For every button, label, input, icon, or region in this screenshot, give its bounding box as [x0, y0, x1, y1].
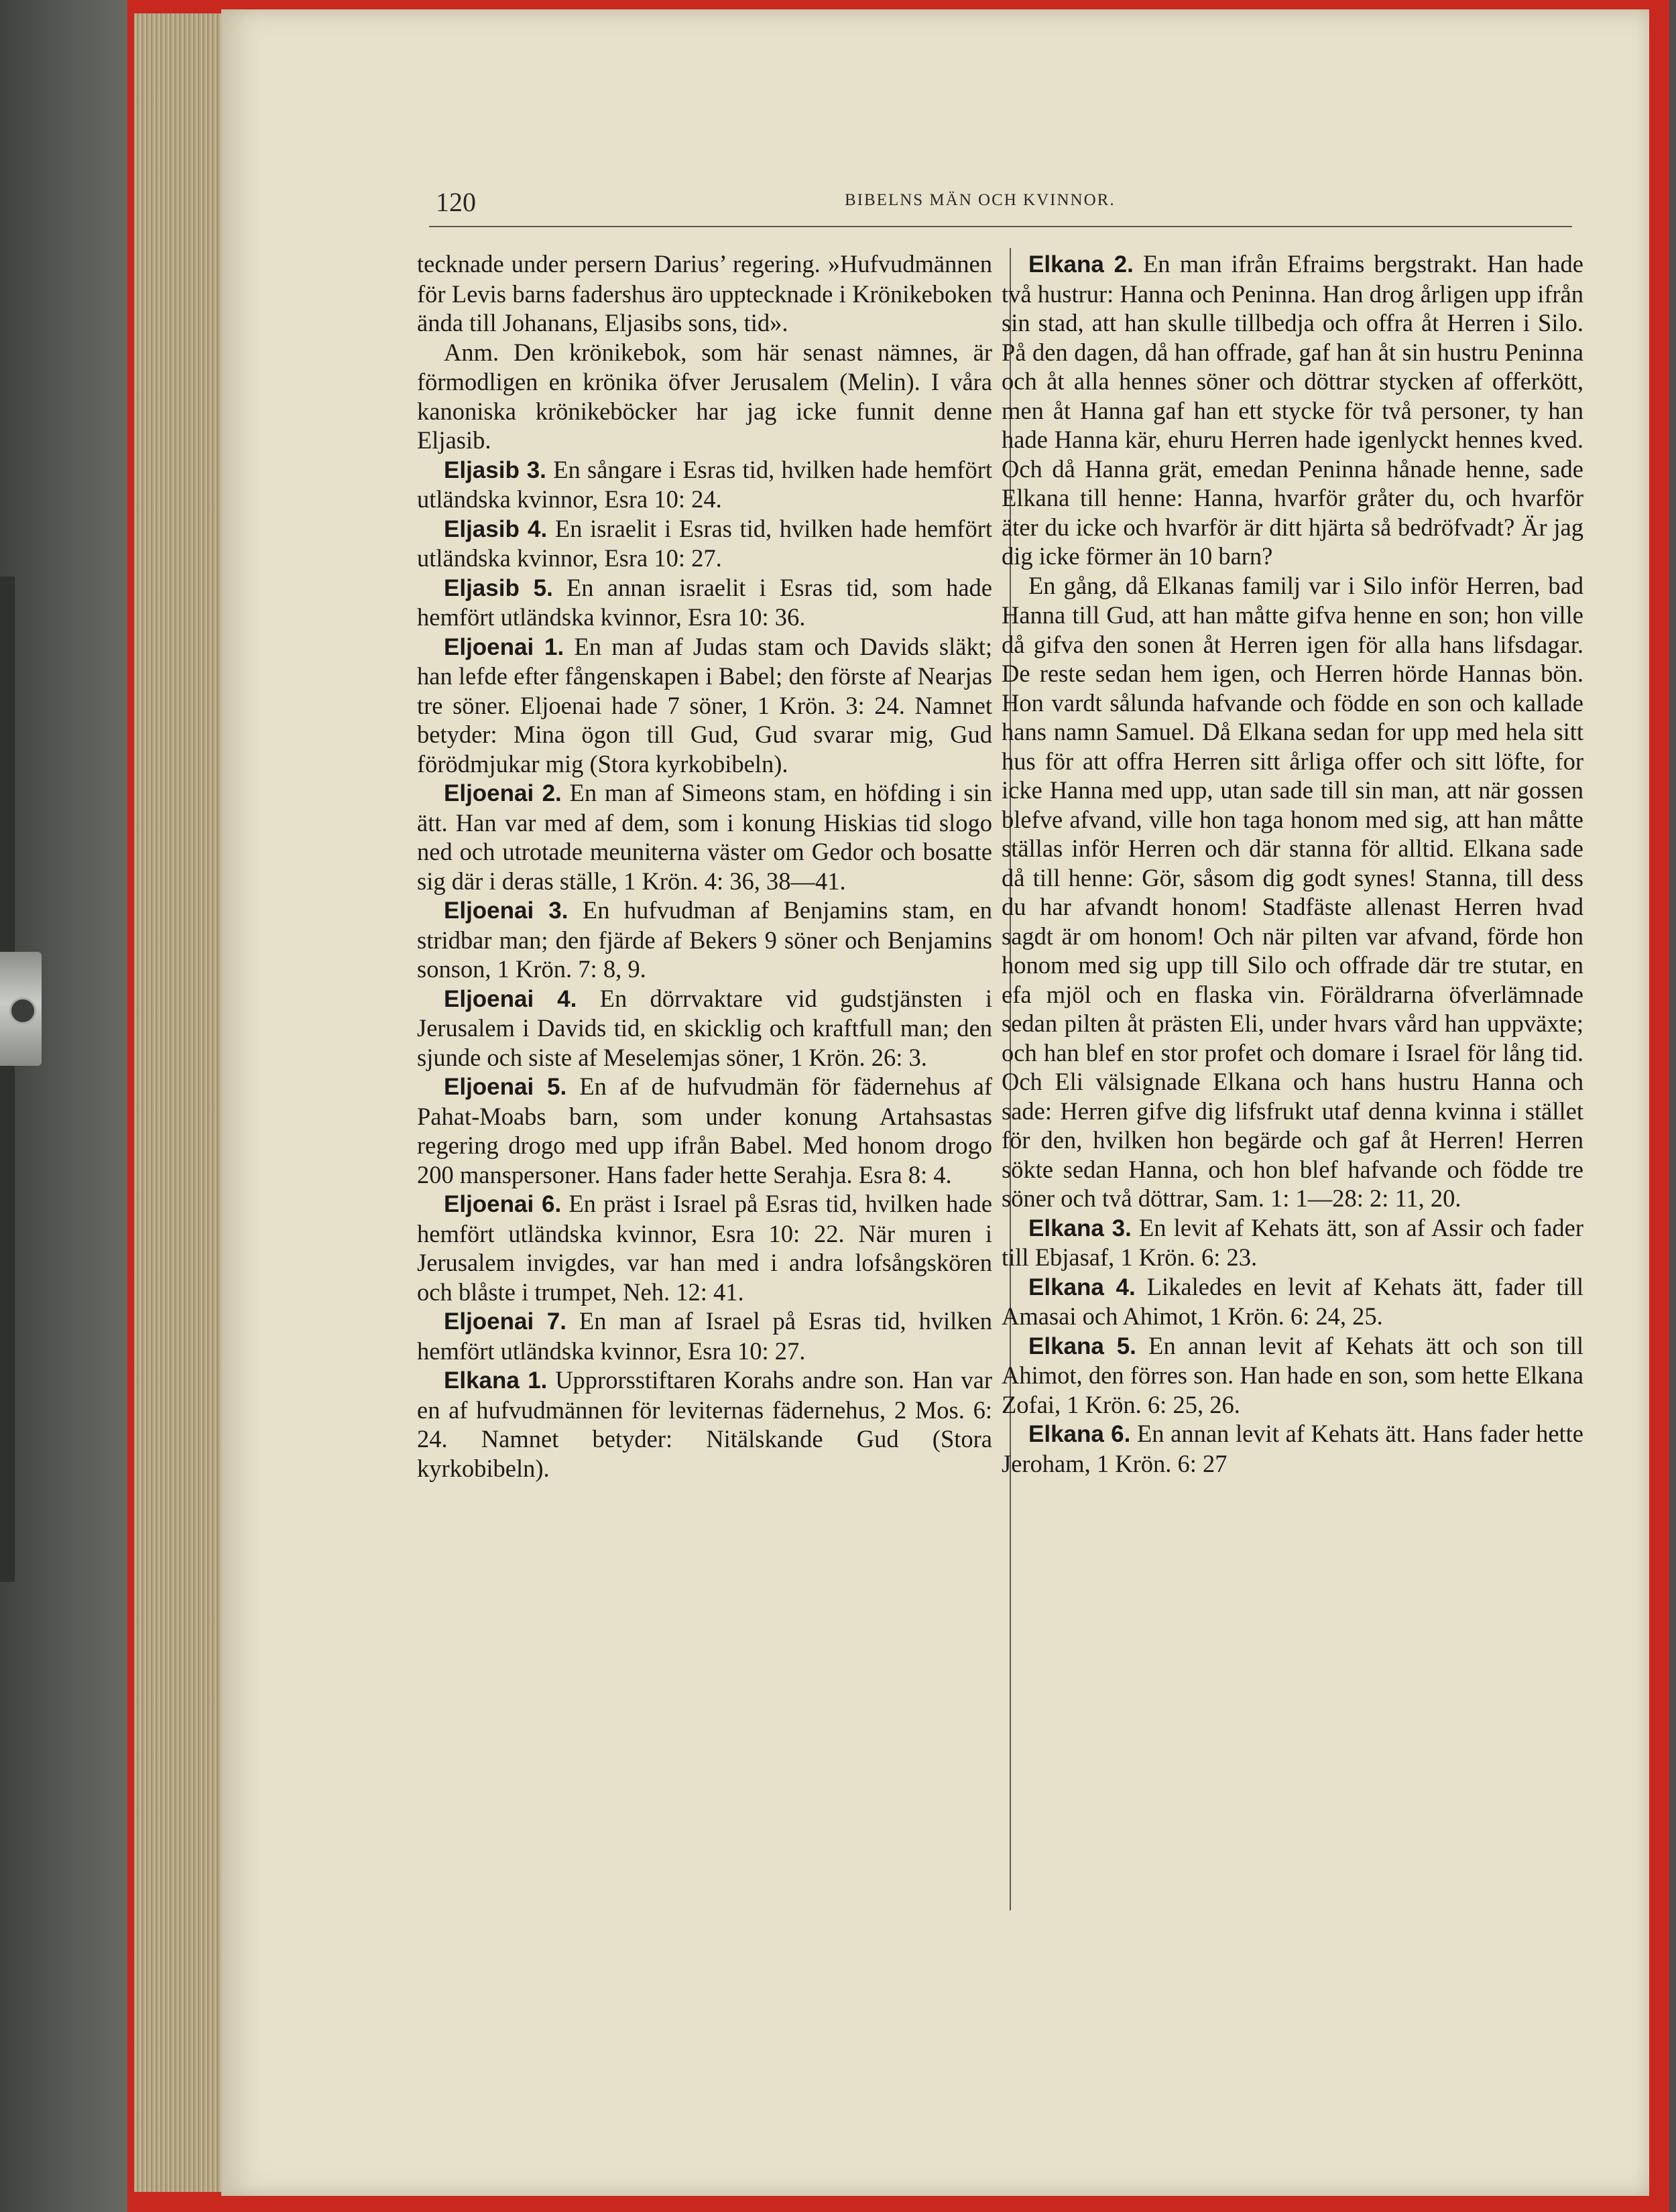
page-number: 120 — [436, 187, 476, 217]
entry — [1002, 571, 1583, 1213]
entry — [1002, 1213, 1583, 1272]
page-edges — [134, 13, 235, 2192]
entry — [1002, 1331, 1583, 1420]
entry-headword: Elkana 6. — [1028, 1421, 1131, 1447]
entry-text: Likaledes en levit af Kehats ätt, fader till Amasai och Ahimot, 1 Krön. 6: 24, 25. — [1002, 1272, 1583, 1330]
background-left — [0, 0, 134, 2212]
entry — [417, 632, 992, 779]
entry — [417, 514, 992, 573]
entry-headword: Eljasib 5. — [444, 574, 553, 601]
entry — [417, 1306, 992, 1365]
entry-text: En dörrvaktare vid gudstjänsten i Jerusalem i Davids tid, en skicklig och kraftfull man; den sjunde och siste af Meselemjas söner, 1 Krön. 26: 3. — [417, 984, 992, 1071]
entry-text: En man ifrån Efraims bergstrakt. Han hade två hustrur: Hanna och Peninna. Han drog årligen upp ifrån sin stad, att han skulle tillbedja och offra åt Herren i Silo. På den dagen, då han offrade, gaf han åt sin hustru Peninna och åt alla hennes söner och döttrar stycken af offerkött, men åt Hanna gaf han ett stycke för två personer, ty han hade Hanna kär, ehuru Herren hade igenlyckt hennes kved. Och då Hanna grät, emedan Peninna hånade henne, sade Elkana till henne: Hanna, hvarför gråter du, och hvarför äter du icke och hvarför är ditt hjärta så bedröfvadt? Är jag dig icke förmer än 10 barn? — [1002, 250, 1584, 570]
entry-text: En gång, då Elkanas familj var i Silo inför Herren, bad Hanna till Gud, att han måtte gifva henne en son; hon ville då gifva den sonen åt Herren igen för alla hans lifsdagar. De reste sedan hem igen, och Herren hörde Hannas bön. Hon vardt sålunda hafvande och födde en son och kallade hans namn Samuel. Då Elkana sedan for upp med hela sitt hus för att offra Herren sitt årliga offer och sitt löfte, for icke Hanna med upp, utan sade till sin man, att när gossen blefve afvand, ville hon taga honom med sig, att han måtte ställas inför Herren och där stanna för alltid. Elkana sade då till henne: Gör, såsom dig godt synes! Stanna, till dess du har afvandt honom! Stadfäste allenast Herren hvad sagdt är om honom! Och när pilten var afvand, förde hon honom med sig upp till Silo och offrade där tre stutar, en efa mjöl och en flaska vin. Föräldrarna öfverlämnade sedan pilten åt prästen Eli, under hvars vård han uppväxte; och han blef en stor profet och domare i Israel för lång tid. Och Eli välsignade Elkana och hans hustru Hanna och sade: Herren gifve dig lifsfrukt utaf denna kvinna i stället för den, hvilken hon begärde och gaf åt Herren! Herren sökte sedan Hanna, och hon blef hafvande och födde tre söner och två döttrar, Sam. 1: 1—28: 2: 11, 20. — [1002, 571, 1583, 1212]
entry — [417, 1365, 992, 1483]
entry — [417, 338, 992, 455]
header-rule — [429, 226, 1572, 227]
running-title: BIBELNS MÄN OCH KVINNOR. — [845, 191, 1116, 209]
entry-text: En hufvudman af Benjamins stam, en stridbar man; den fjärde af Bekers 9 söner och Benjamins sonson, 1 Krön. 7: 8, 9. — [417, 896, 992, 983]
entry — [1002, 1419, 1583, 1478]
scanner-slot — [0, 576, 15, 1582]
entry-headword: Eljasib 3. — [444, 456, 546, 483]
entry-text: En man af Israel på Esras tid, hvilken hemfört utländska kvinnor, Esra 10: 27. — [417, 1307, 993, 1365]
entry — [417, 984, 992, 1072]
entry-headword: Eljoenai 6. — [444, 1191, 562, 1217]
entry — [417, 249, 992, 338]
right-column — [1002, 249, 1583, 1478]
entry-headword: Eljoenai 7. — [444, 1308, 566, 1335]
entry-text: Anm. Den krönikebok, som här senast nämnes, är förmodligen en krönika öfver Jerusalem (Melin). I våra kanoniska krönikeböcker har jag icke funnit denne Eljasib. — [417, 338, 992, 454]
entry-text: En man af Judas stam och Davids släkt; han lefde efter fångenskapen i Babel; den förste af Nearjas tre söner. Eljoenai hade 7 söner, 1 Krön. 3: 24. Namnet betyder: Mina ögon till Gud, Gud svarar mig, Gud förödmjukar mig (Stora kyrkobibeln). — [417, 632, 993, 778]
entry — [417, 455, 992, 514]
entry — [417, 1072, 992, 1189]
entry-text: Upprorsstiftaren Korahs andre son. Han var en af hufvudmännen för leviternas fädernehus, 2 Mos. 6: 24. Namnet betyder: Nitälskande Gud (Stora kyrkobibeln). — [417, 1366, 993, 1482]
entry-headword: Eljoenai 3. — [444, 898, 568, 924]
entry-headword: Elkana 5. — [1028, 1333, 1136, 1359]
entry-text: En präst i Israel på Esras tid, hvilken hade hemfört utländska kvinnor, Esra 10: 22. När muren i Jerusalem invigdes, var han med i andra lofsångskören och blåste i trumpet, Neh. 12: 41. — [417, 1190, 993, 1306]
entry-text: En annan israelit i Esras tid, som hade hemfört utländska kvinnor, Esra 10: 36. — [417, 573, 992, 631]
entry-text: En levit af Kehats ätt, son af Assir och fader till Ebjasaf, 1 Krön. 6: 23. — [1002, 1213, 1583, 1271]
entry-text: En sångare i Esras tid, hvilken hade hemfört utländska kvinnor, Esra 10: 24. — [417, 455, 992, 513]
entry-headword: Elkana 2. — [1028, 251, 1134, 278]
entry-headword: Eljoenai 5. — [444, 1074, 567, 1100]
entry-text: tecknade under persern Darius’ regering. »Hufvudmännen för Levis barns fadershus äro upptecknade i Krönikeboken ända till Johanans, Eljasibs sons, tid». — [417, 250, 992, 336]
entry-text: En af de hufvudmän för fädernehus af Pahat-Moabs barn, som under konung Artahsastas regering drogo med upp ifrån Babel. Med honom drogo 200 manspersoner. Hans fader hette Serahja. Esra 8: 4. — [417, 1072, 992, 1188]
entry — [417, 778, 992, 896]
entry — [417, 896, 992, 984]
entry-text: En israelit i Esras tid, hvilken hade hemfört utländska kvinnor, Esra 10: 27. — [417, 514, 993, 572]
entry-headword: Elkana 3. — [1028, 1215, 1132, 1241]
entry-headword: Eljoenai 2. — [444, 780, 562, 806]
entry-headword: Elkana 4. — [1028, 1274, 1136, 1300]
entry-text: En annan levit af Kehats ätt och son till Ahimot, den förres son. Han hade en son, som hette Elkana Zofai, 1 Krön. 6: 25, 26. — [1002, 1331, 1584, 1418]
entry — [417, 1189, 992, 1306]
entry-text: En annan levit af Kehats ätt. Hans fader hette Jeroham, 1 Krön. 6: 27 — [1002, 1420, 1583, 1477]
clamp-screw-icon — [9, 997, 36, 1024]
entry-headword: Eljasib 4. — [444, 515, 548, 542]
entry-text: En man af Simeons stam, en höfding i sin ätt. Han var med af dem, som i konung Hiskias tid slogo ned och utrotade meuniterna väster om Gedor och bosatte sig där i deras ställe, 1 Krön. 4: 36, 38—41. — [417, 779, 993, 895]
entry-headword: Eljoenai 4. — [444, 985, 577, 1012]
left-column — [417, 249, 992, 1483]
entry-headword: Eljoenai 1. — [444, 633, 564, 660]
entry-headword: Elkana 1. — [444, 1367, 548, 1394]
entry — [417, 573, 992, 632]
entry — [1002, 1272, 1583, 1331]
entry — [1002, 249, 1583, 571]
